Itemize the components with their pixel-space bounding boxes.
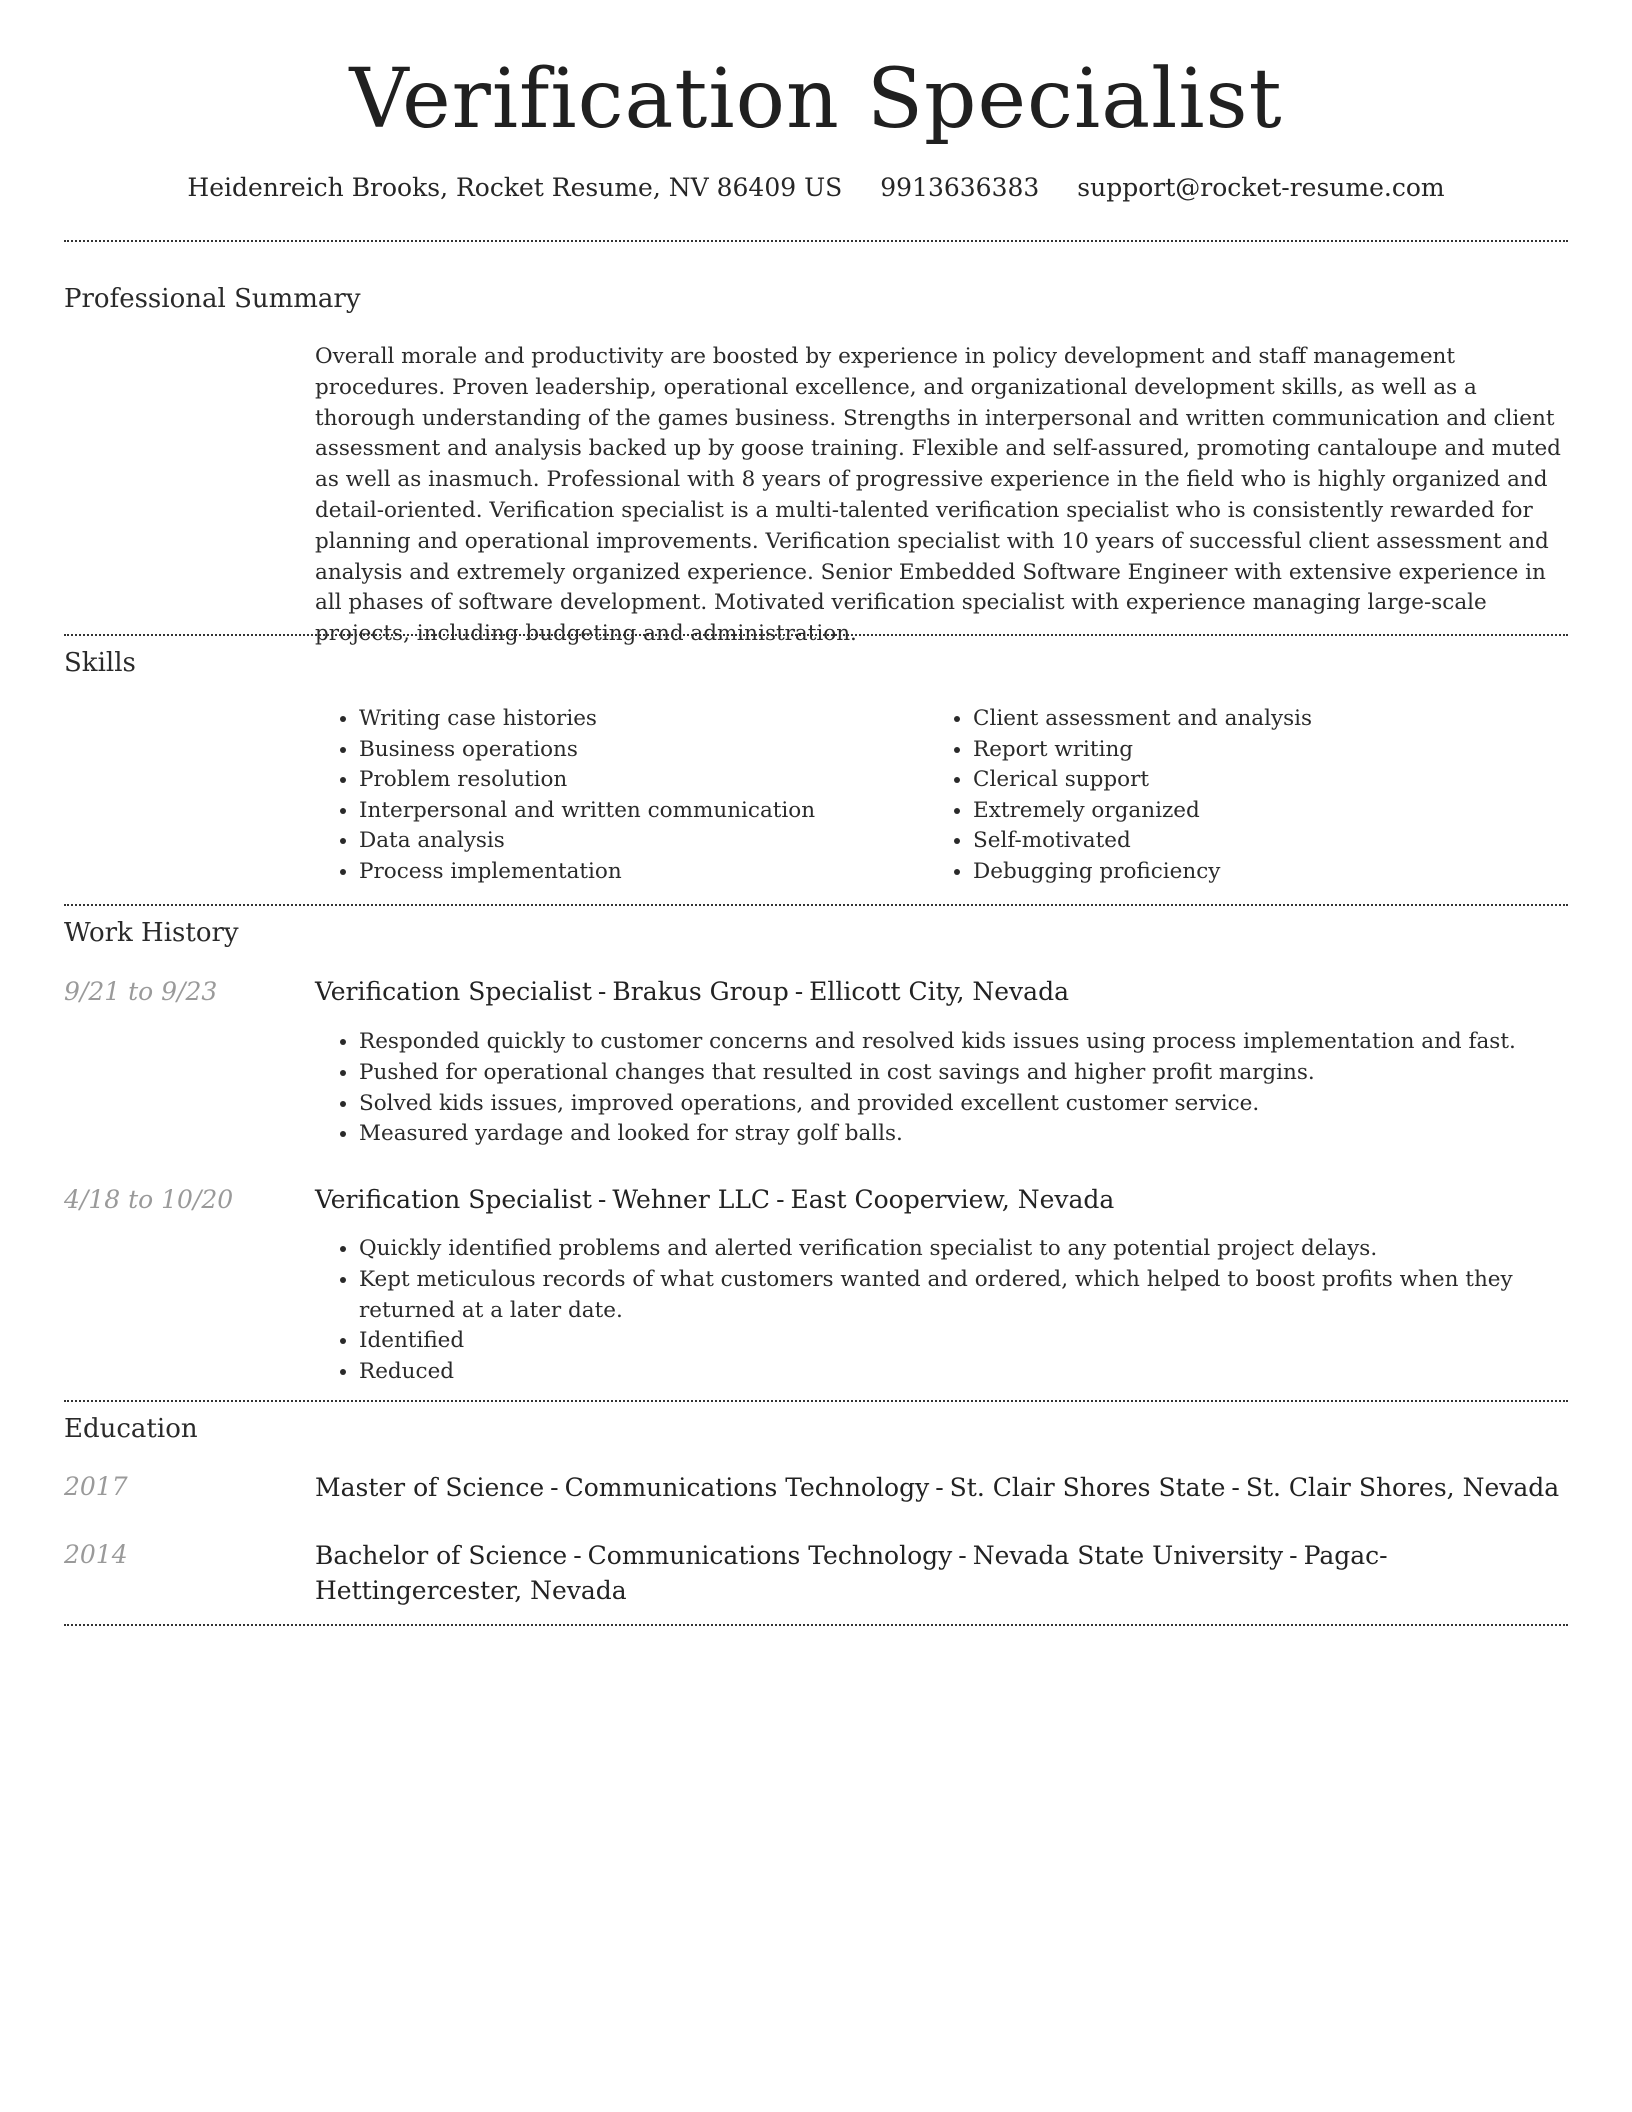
edu-field: Communications Technology bbox=[587, 1541, 953, 1570]
job-bullet: • Responded quickly to customer concerns and resolved kids issues using process implementation and fast. bbox=[359, 1027, 1614, 1058]
section-title-work: Work History bbox=[64, 918, 239, 948]
skill-item: • Writing case histories bbox=[359, 704, 919, 735]
skill-item: • Interpersonal and written communication bbox=[359, 796, 919, 827]
skill-item: • Client assessment and analysis bbox=[973, 704, 1573, 735]
job-dates: 4/18 to 10/20 bbox=[64, 1185, 234, 1214]
contact-phone: 9913636383 bbox=[880, 173, 1040, 202]
edu-year: 2017 bbox=[64, 1472, 128, 1501]
job-bullets bbox=[315, 1234, 1614, 1388]
divider bbox=[64, 1624, 1568, 1626]
job-bullet: • Identified bbox=[359, 1326, 1614, 1357]
job-company: Wehner LLC bbox=[612, 1185, 771, 1214]
skill-item: • Report writing bbox=[973, 735, 1573, 766]
divider bbox=[64, 634, 1568, 636]
job-bullet: • Kept meticulous records of what customers wanted and ordered, which helped to boost profits when they returned at a later date. bbox=[359, 1265, 1614, 1327]
skill-item: • Extremely organized bbox=[973, 796, 1573, 827]
contact-email: support@rocket-resume.com bbox=[1077, 173, 1445, 202]
job-bullet: • Measured yardage and looked for stray golf balls. bbox=[359, 1119, 1614, 1150]
skill-item: • Self-motivated bbox=[973, 826, 1573, 857]
job-heading: Verification Specialist - Brakus Group - Ellicott City, Nevada bbox=[315, 977, 1069, 1006]
edu-entry: Bachelor of Science - Communications Technology - Nevada State University - Pagac-Hettingercester, Nevada bbox=[315, 1541, 1388, 1605]
job-company: Brakus Group bbox=[612, 977, 789, 1006]
skill-item: • Business operations bbox=[359, 735, 919, 766]
section-title-summary: Professional Summary bbox=[64, 284, 361, 314]
job-bullet: • Quickly identified problems and alerted verification specialist to any potential project delays. bbox=[359, 1234, 1614, 1265]
resume-title: Verification Specialist bbox=[349, 52, 1283, 147]
job-heading: Verification Specialist - Wehner LLC - East Cooperview, Nevada bbox=[315, 1185, 1115, 1214]
skills-list-right bbox=[929, 704, 1573, 888]
skill-item: • Data analysis bbox=[359, 826, 919, 857]
edu-location: Pagac-Hettingercester, Nevada bbox=[315, 1541, 1388, 1605]
job-location: East Cooperview, Nevada bbox=[790, 1185, 1115, 1214]
job-bullets bbox=[315, 1027, 1614, 1150]
skill-item: • Process implementation bbox=[359, 857, 919, 888]
job-position: Verification Specialist bbox=[315, 1185, 592, 1214]
section-title-education: Education bbox=[64, 1414, 198, 1444]
skill-item: • Clerical support bbox=[973, 765, 1573, 796]
contact-line bbox=[0, 170, 1632, 206]
summary-text: Overall morale and productivity are boosted by experience in policy development and staff management procedures. Proven leadership, operational excellence, and organizational development skills, as well as a thorough understanding of the games business. Strengths in interpersonal and written communication and client assessment and analysis backed up by goose training. Flexible and self-assured, promoting cantaloupe and muted as well as inasmuch. Professional with 8 years of progressive experience in the field who is highly organized and detail-oriented. Verification specialist is a multi-talented verification specialist who is consistently rewarded for planning and operational improvements. Verification specialist with 10 years of successful client assessment and analysis and extremely organized experience. Senior Embedded Software Engineer with extensive experience in all phases of software development. Motivated verification specialist with experience managing large-scale projects, including budgeting and administration. bbox=[315, 344, 1561, 647]
job-position: Verification Specialist bbox=[315, 977, 592, 1006]
skill-item: • Problem resolution bbox=[359, 765, 919, 796]
job-dates: 9/21 to 9/23 bbox=[64, 977, 218, 1006]
edu-school: St. Clair Shores State bbox=[949, 1473, 1226, 1502]
edu-degree: Bachelor of Science bbox=[315, 1541, 568, 1570]
section-title-skills: Skills bbox=[64, 648, 136, 678]
divider bbox=[64, 1400, 1568, 1402]
job-bullet: • Solved kids issues, improved operations, and provided excellent customer service. bbox=[359, 1089, 1614, 1120]
divider bbox=[64, 240, 1568, 242]
edu-year: 2014 bbox=[64, 1540, 128, 1569]
edu-degree: Master of Science bbox=[315, 1473, 545, 1502]
edu-entry: Master of Science - Communications Technology - St. Clair Shores State - St. Clair Shores, Nevada bbox=[315, 1473, 1560, 1502]
job-bullet: • Pushed for operational changes that resulted in cost savings and higher profit margins. bbox=[359, 1058, 1614, 1089]
skills-list-left bbox=[315, 704, 919, 888]
edu-field: Communications Technology bbox=[564, 1473, 930, 1502]
job-location: Ellicott City, Nevada bbox=[809, 977, 1069, 1006]
edu-location: St. Clair Shores, Nevada bbox=[1245, 1473, 1560, 1502]
divider bbox=[64, 904, 1568, 906]
contact-address: Heidenreich Brooks, Rocket Resume, NV 86409 US bbox=[187, 173, 843, 202]
skill-item: • Debugging proficiency bbox=[973, 857, 1573, 888]
job-bullet: • Reduced bbox=[359, 1357, 1614, 1388]
edu-school: Nevada State University bbox=[972, 1541, 1284, 1570]
